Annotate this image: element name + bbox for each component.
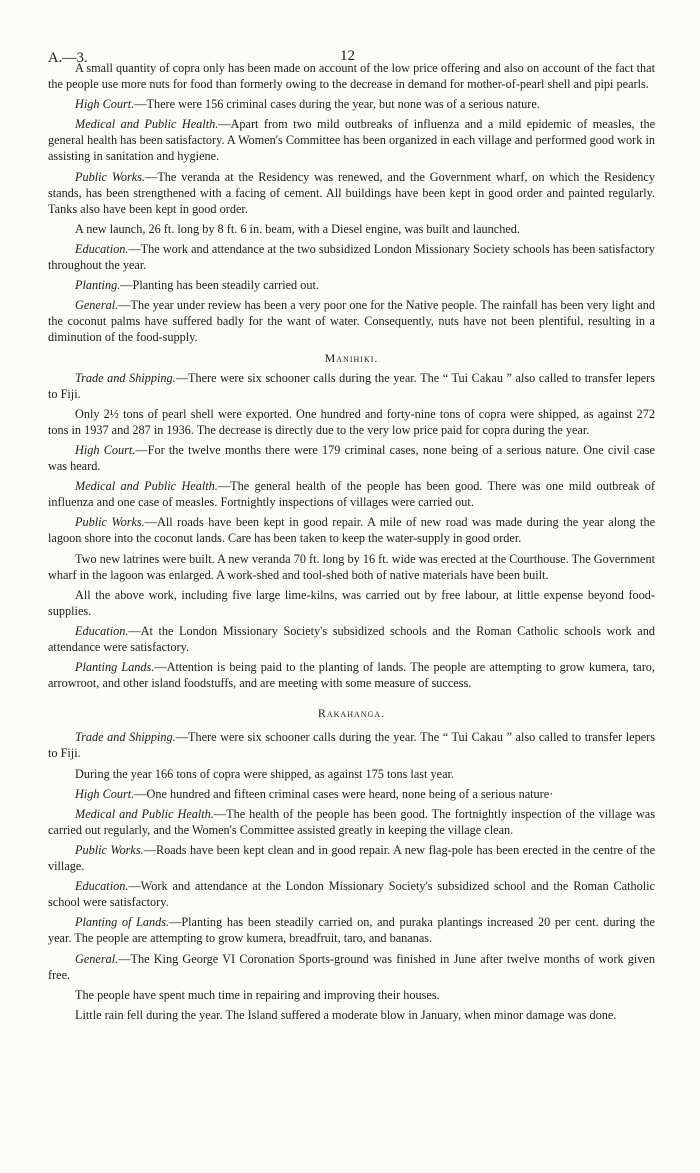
heading-label: High Court. bbox=[75, 442, 136, 457]
paragraph: A new launch, 26 ft. long by 8 ft. 6 in. beam, with a Diesel engine, was built and launched. bbox=[75, 221, 520, 236]
paragraph-text: —One hundred and fifteen criminal cases were heard, none being of a serious nature· bbox=[134, 786, 554, 801]
page-number: 12 bbox=[340, 48, 355, 64]
paragraph-planting bbox=[48, 277, 655, 293]
heading-label: High Court. bbox=[75, 97, 135, 112]
heading-label: Public Works. bbox=[75, 169, 146, 184]
paragraph: All the above work, including five large lime-kilns, was carried out by free labour, at little expense beyond food-supplies. bbox=[48, 587, 655, 618]
paragraph: Two new latrines were built. A new veranda 70 ft. long by 16 ft. wide was erected at the Courthouse. The Government wharf in the lagoon was enlarged. A work-shed and tool-shed both of native materials have been built. bbox=[48, 551, 655, 582]
paragraph-text: —The health of the people has been good. The fortnightly inspection of the village was carried out regularly, and the Women's Committee assisted greatly in keeping the village clean. bbox=[48, 806, 655, 837]
paragraph-trade bbox=[48, 370, 655, 402]
paragraph-education bbox=[48, 623, 655, 655]
paragraph-public-works bbox=[48, 514, 655, 546]
heading-label: Planting of Lands. bbox=[75, 915, 170, 930]
paragraph-text: —All roads have been kept in good repair. A mile of new road was made during the year along the lagoon shore into the coconut lands. Care has been taken to keep the water-supply in good order. bbox=[48, 515, 656, 546]
heading-label: Trade and Shipping. bbox=[75, 370, 176, 385]
paragraph-medical bbox=[48, 806, 655, 838]
heading-label: General. bbox=[75, 951, 119, 966]
paragraph-education bbox=[48, 878, 655, 910]
paragraph-trade bbox=[48, 729, 655, 761]
paragraph-text: —At the London Missionary Society's subsidized schools and the Roman Catholic schools work and attendance were satisfactory. bbox=[48, 623, 655, 654]
heading-label: Medical and Public Health. bbox=[75, 117, 219, 132]
heading-label: Medical and Public Health. bbox=[75, 806, 214, 821]
paragraph-text: —Roads have been kept clean and in good repair. A new flag-pole has been erected in the centre of the village. bbox=[48, 842, 656, 874]
paragraph-general bbox=[48, 951, 655, 983]
heading-label: Public Works. bbox=[75, 515, 145, 530]
paragraph-medical bbox=[48, 478, 655, 510]
paragraph-text: —Attention is being paid to the planting of lands. The people are attempting to grow kumera, taro, arrowroot, and other island foodstuffs, and are meeting with some measure of success. bbox=[48, 660, 655, 691]
paragraph: The people have spent much time in repairing and improving their houses. bbox=[75, 987, 440, 1002]
heading-label: Public Works. bbox=[75, 842, 144, 857]
heading-label: Education. bbox=[75, 879, 129, 894]
heading-label: Planting Lands. bbox=[75, 660, 155, 675]
section-title-manihiki: Manihiki. bbox=[324, 350, 379, 365]
paragraph-high-court bbox=[48, 786, 655, 802]
paragraph: A small quantity of copra only has been made on account of the low price offering and also on account of the fact that the people use more nuts for food than formerly owing to the decrease in demand for mother-of-pearl shell and pipi pearls. bbox=[48, 61, 655, 92]
paragraph-text: —There were six schooner calls during the year. The “ Tui Cakau ” also called to transfer lepers to Fiji. bbox=[48, 370, 655, 401]
paragraph-text: —Apart from two mild outbreaks of influenza and a mild epidemic of measles, the general health has been satisfactory. A Women's Committee has been organized in each village and performed good work in assisting in sanitation and hygiene. bbox=[48, 117, 656, 164]
paragraph: During the year 166 tons of copra were shipped, as against 175 tons last year. bbox=[75, 766, 454, 781]
heading-label: Planting. bbox=[75, 278, 121, 293]
paragraph-high-court bbox=[48, 442, 655, 474]
paragraph-text: —The general health of the people has been good. There was one mild outbreak of influenza and one case of measles. Fortnightly inspections of villages were carried out. bbox=[48, 479, 655, 510]
paragraph-text: —Work and attendance at the London Missionary Society's subsidized school and the Roman Catholic school were satisfactory. bbox=[48, 879, 655, 910]
paragraph-high-court bbox=[48, 96, 655, 112]
heading-label: General. bbox=[75, 298, 119, 313]
heading-label: High Court. bbox=[75, 786, 135, 801]
paragraph: Little rain fell during the year. The Island suffered a moderate blow in January, when minor damage was done. bbox=[75, 1007, 617, 1022]
heading-label: Medical and Public Health. bbox=[75, 479, 218, 494]
paragraph-text: —Planting has been steadily carried out. bbox=[120, 278, 319, 293]
report-reference: A.—3. bbox=[48, 50, 88, 66]
paragraph-text: —The veranda at the Residency was renewed, and the Government wharf, on which the Residency stands, has been strengthened with a facing of cement. All buildings have been kept in good order and painted regularly. Tanks also have been kept in good order. bbox=[48, 169, 655, 216]
paragraph-text: —There were six schooner calls during the year. The “ Tui Cakau ” also called to transfer lepers to Fiji. bbox=[48, 730, 655, 761]
paragraph-text: —For the twelve months there were 179 criminal cases, none being of a serious nature. One civil case was heard. bbox=[48, 442, 655, 474]
heading-label: Education. bbox=[75, 241, 129, 256]
paragraph-text: —The year under review has been a very poor one for the Native people. The rainfall has been very light and the coconut palms have suffered badly for the want of water. Consequently, nuts have not been plentiful, resulting in a diminution of the food-supply. bbox=[48, 298, 655, 345]
paragraph-text: —There were 156 criminal cases during the year, but none was of a serious nature. bbox=[134, 97, 540, 112]
paragraph-public-works bbox=[48, 842, 655, 874]
paragraph-public-works bbox=[48, 169, 655, 217]
document-body bbox=[48, 60, 655, 1027]
heading-label: Education. bbox=[75, 623, 129, 638]
heading-label: Trade and Shipping. bbox=[75, 730, 176, 745]
section-title-rakahanga: Rakahanga. bbox=[317, 706, 386, 721]
paragraph-medical bbox=[48, 116, 655, 164]
paragraph-text: —Planting has been steadily carried on, and puraka plantings increased 20 per cent. during the year. The people are attempting to grow kumera, breadfruit, taro, and bananas. bbox=[48, 915, 655, 946]
paragraph-planting bbox=[48, 659, 655, 691]
paragraph-text: —The King George VI Coronation Sports-ground was finished in June after twelve months of work given free. bbox=[48, 951, 655, 982]
paragraph-general bbox=[48, 297, 655, 345]
paragraph-text: —The work and attendance at the two subsidized London Missionary Society schools has been satisfactory throughout the year. bbox=[48, 241, 655, 273]
paragraph-planting bbox=[48, 914, 655, 946]
paragraph: Only 2½ tons of pearl shell were exported. One hundred and forty-nine tons of copra were shipped, as against 272 tons in 1937 and 287 in 1936. The decrease is directly due to the very low price paid for copra during the year. bbox=[48, 406, 655, 437]
paragraph-education bbox=[48, 241, 655, 273]
